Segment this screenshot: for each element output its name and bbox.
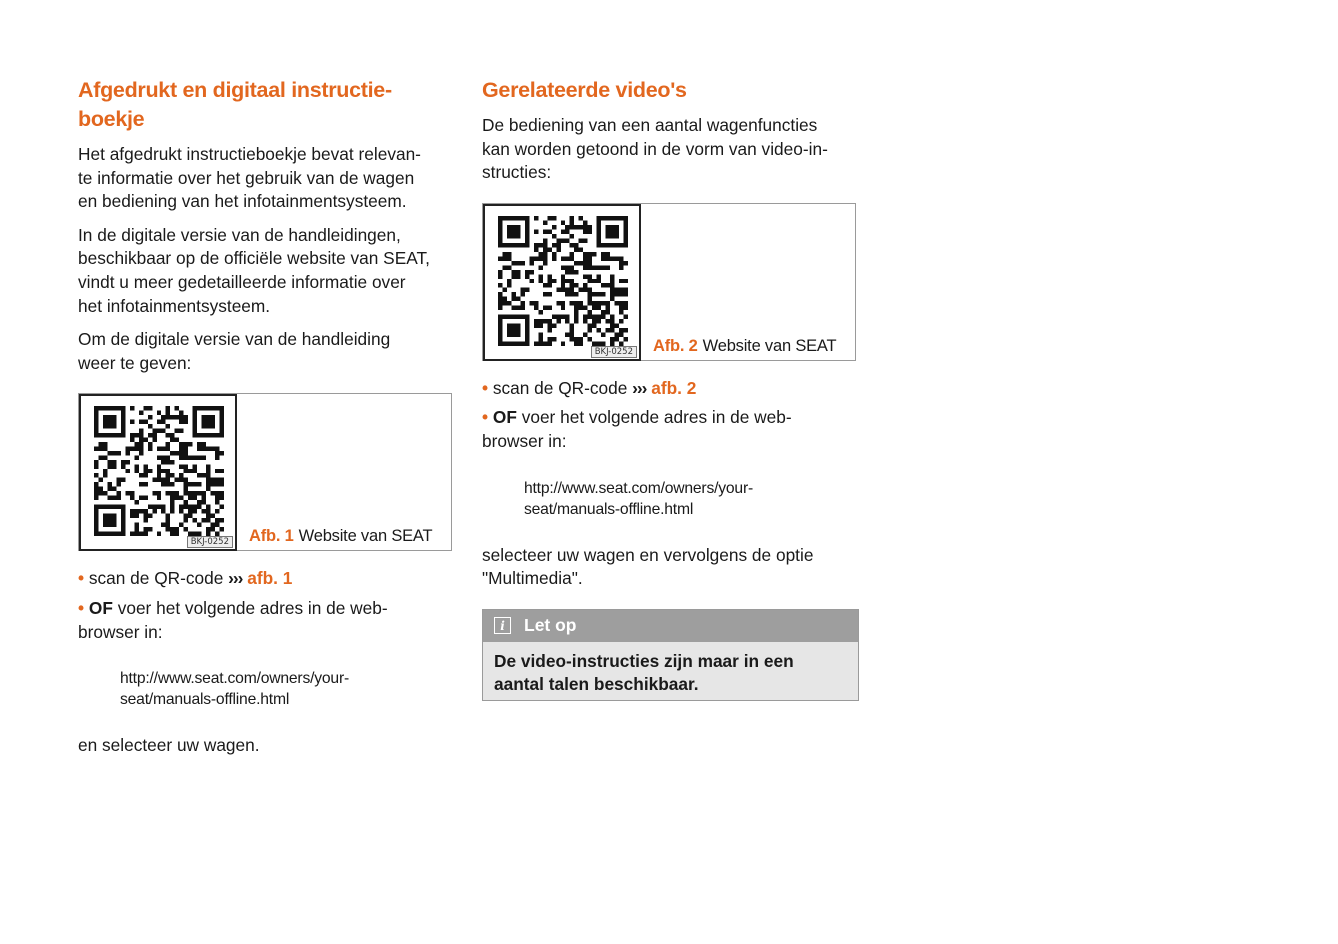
paragraph: De bediening van een aantal wagenfuncties kan worden getoond in de vorm van video-in- structies: — [482, 115, 828, 183]
section-heading-videos: Gerelateerde video's — [482, 78, 687, 102]
figure-caption — [249, 527, 432, 546]
section-heading-printed-digital: Afgedrukt en digitaal instructie- boekje — [78, 78, 392, 131]
chevron-icon: ››› — [632, 377, 647, 398]
bullet-icon: • — [482, 407, 489, 428]
list-item — [78, 597, 454, 644]
figure-number: Afb. 1 — [249, 527, 294, 546]
qr-code-image — [79, 394, 237, 551]
list-item-bold: OF — [88, 597, 113, 618]
list-item-bold: OF — [492, 407, 517, 428]
paragraph: en selecteer uw wagen. — [78, 735, 260, 756]
figure-code: BKJ-0252 — [187, 536, 233, 548]
figure-caption-text: Website van SEAT — [298, 527, 433, 546]
note-body: De video-instructies zijn maar in een aantal talen beschikbaar. — [483, 642, 858, 700]
list-item-text: scan de QR-code — [492, 377, 628, 398]
figure-caption — [653, 337, 836, 356]
paragraph: In de digitale versie van de handleidingen, beschikbaar op de officiële website van SEAT, vindt u meer gedetailleerde informatie over het infotainmentsysteem. — [78, 224, 430, 316]
figure-1 — [78, 393, 452, 551]
figure-reference-link[interactable]: afb. 1 — [247, 568, 293, 589]
qr-code-image — [483, 204, 641, 361]
note-title: Let op — [524, 615, 577, 636]
list-item-text: voer het volgende adres in de web- browser in: — [78, 597, 388, 642]
qr-code-icon — [94, 406, 224, 536]
list-item-text: scan de QR-code — [88, 568, 224, 589]
manual-url: http://www.seat.com/owners/your- seat/manuals-offline.html — [524, 479, 753, 518]
figure-code: BKJ-0252 — [591, 346, 637, 358]
list-item-text: voer het volgende adres in de web- browser in: — [482, 407, 792, 451]
paragraph: Om de digitale versie van de handleiding weer te geven: — [78, 329, 391, 373]
paragraph: Het afgedrukt instructieboekje bevat relevan- te informatie over het gebruik van de wagen en bediening van het infotainmentsysteem. — [78, 144, 421, 212]
chevron-icon: ››› — [228, 568, 243, 589]
figure-number: Afb. 2 — [653, 336, 698, 355]
list-item — [482, 406, 858, 453]
right-column — [482, 76, 858, 701]
left-column — [78, 76, 454, 758]
note-header — [483, 610, 858, 642]
list-item — [78, 567, 454, 591]
figure-reference-link[interactable]: afb. 2 — [651, 377, 697, 398]
bullet-icon: • — [78, 597, 85, 618]
manual-url: http://www.seat.com/owners/your- seat/manuals-offline.html — [120, 670, 349, 709]
bullet-icon: • — [482, 377, 489, 398]
bullet-icon: • — [78, 568, 85, 589]
info-icon: i — [494, 617, 511, 634]
paragraph: selecteer uw wagen en vervolgens de optie "Multimedia". — [482, 544, 814, 589]
note-box — [482, 609, 859, 701]
qr-code-icon — [498, 216, 628, 346]
list-item — [482, 377, 858, 401]
figure-2 — [482, 203, 856, 361]
figure-caption-text: Website van SEAT — [702, 336, 837, 355]
